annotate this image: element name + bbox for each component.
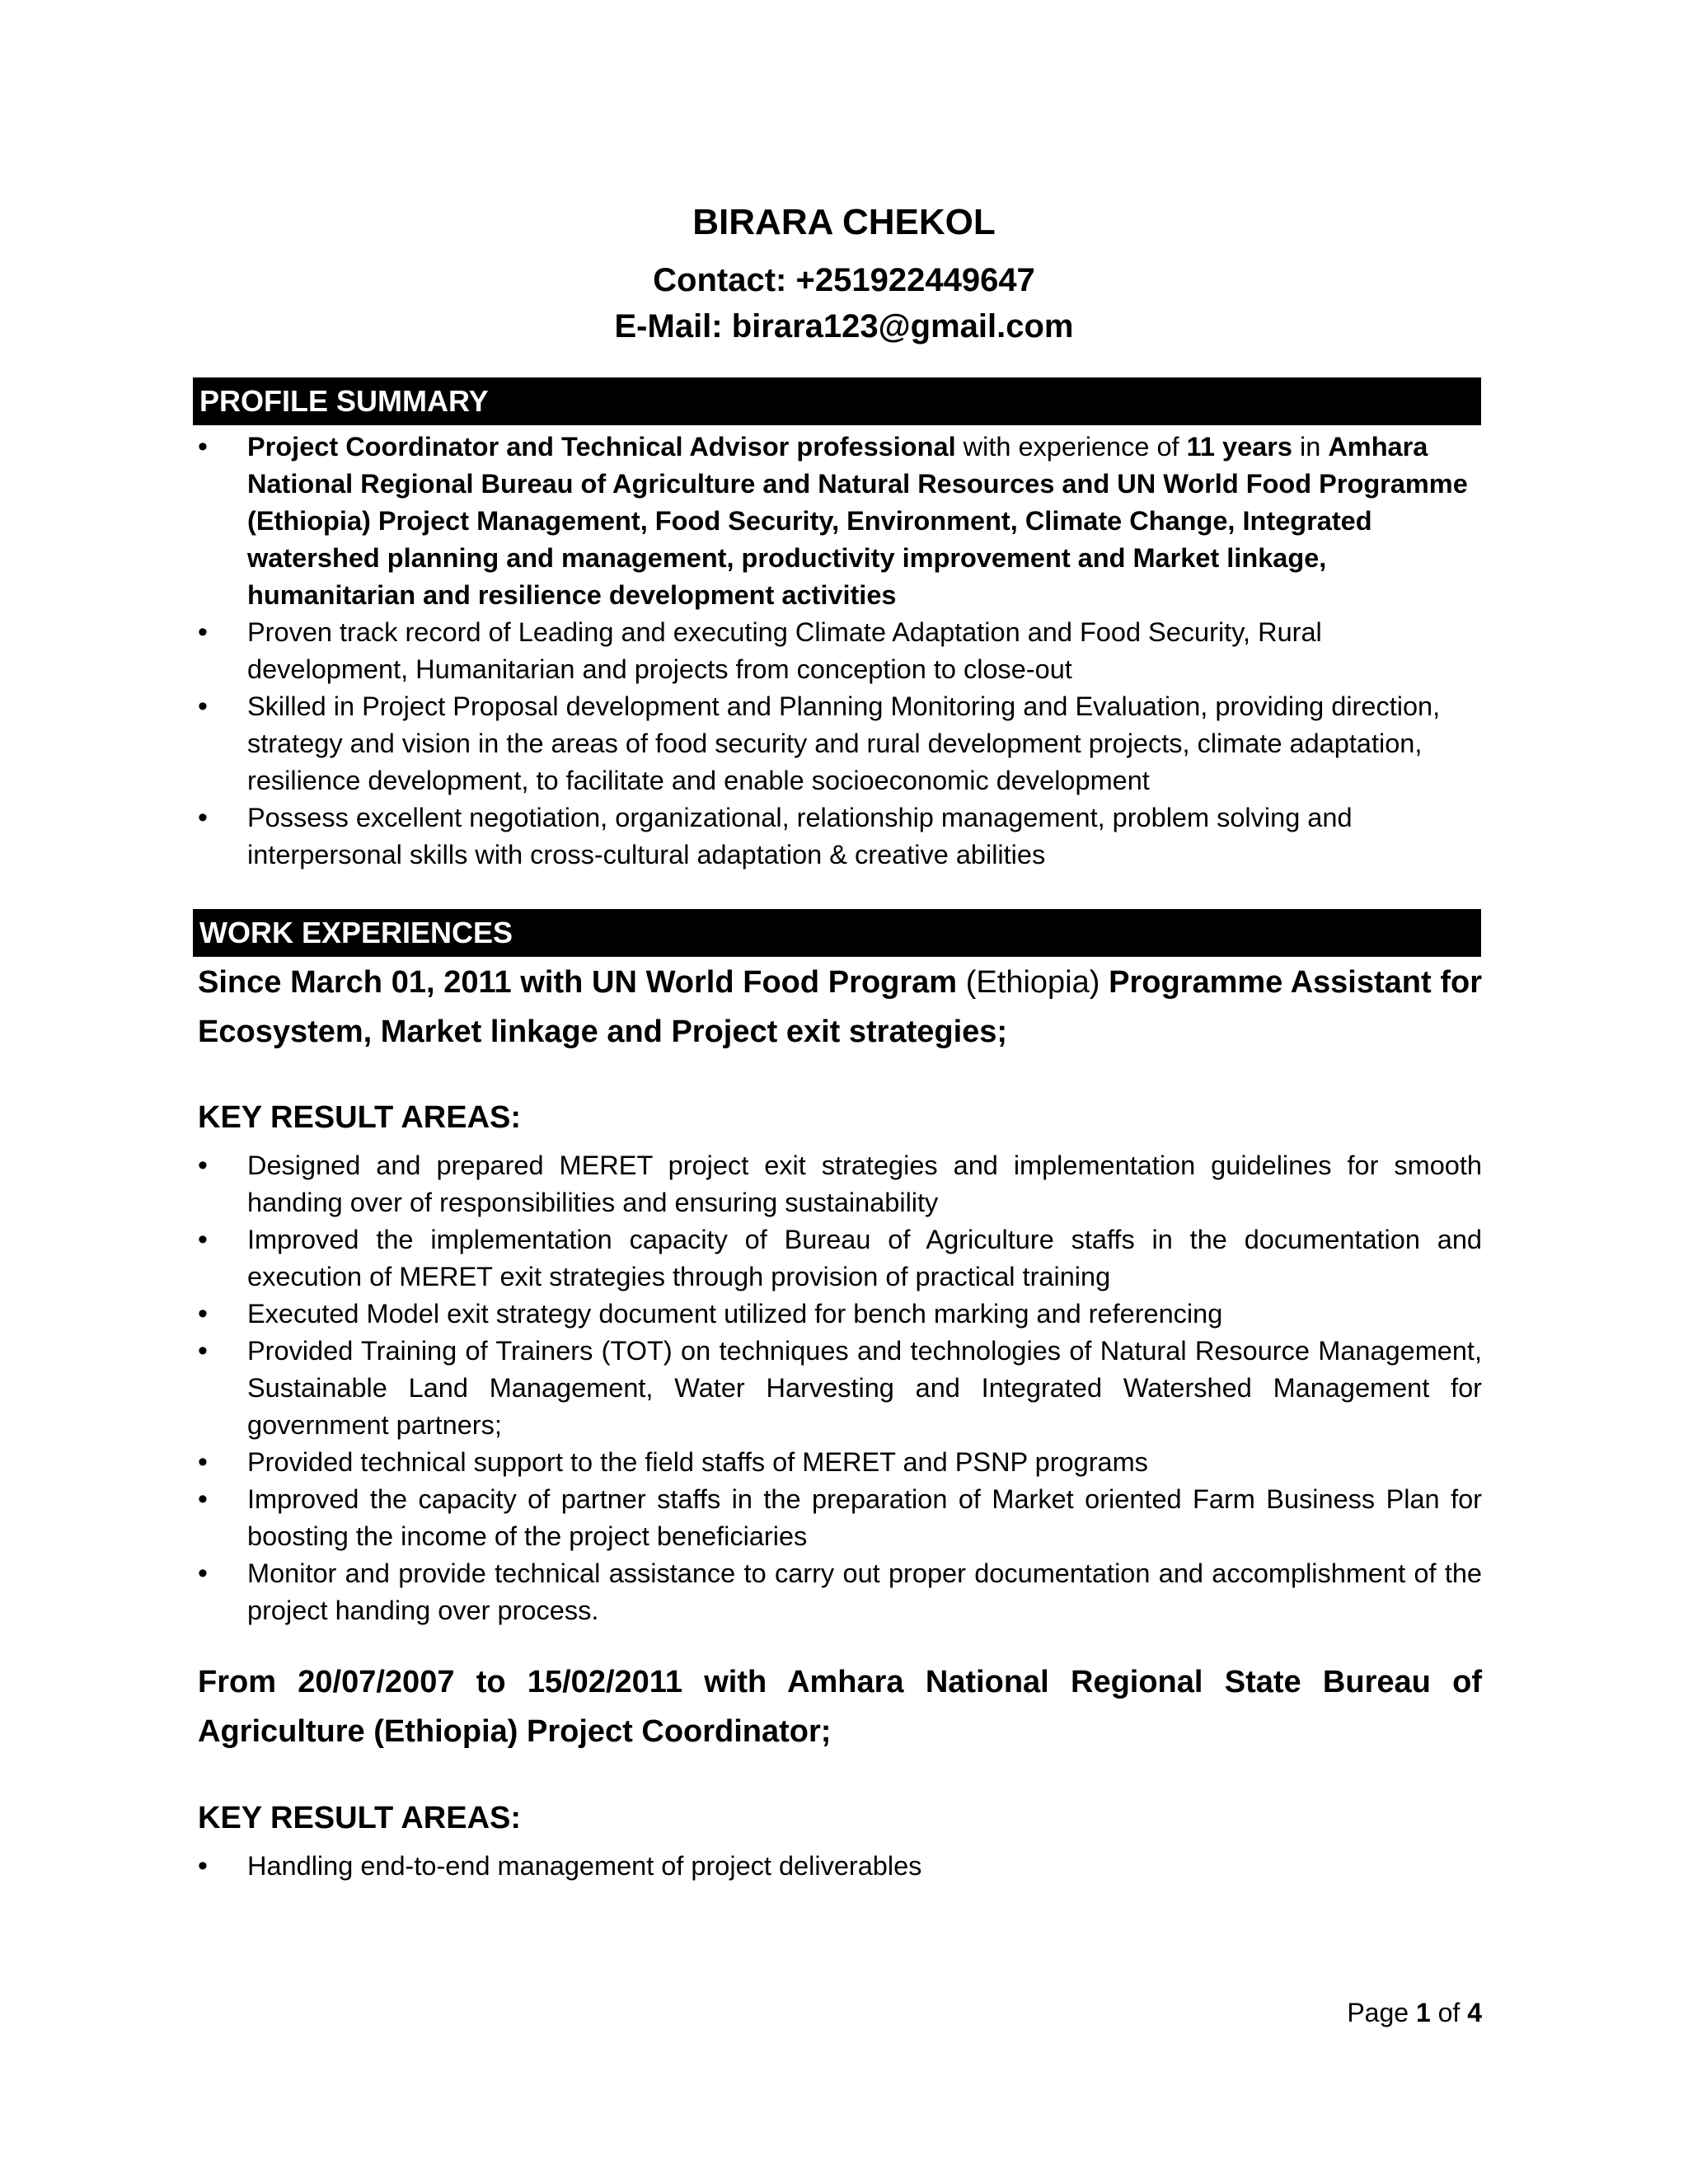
profile-text: with experience of [955, 432, 1187, 462]
page-total: 4 [1467, 1998, 1482, 2027]
job2-key-result-areas-heading: KEY RESULT AREAS: [198, 1801, 522, 1835]
contact-email: E-Mail: birara123@gmail.com [614, 308, 1074, 344]
list-item: • Provided Training of Trainers (TOT) on techniques and technologies of Natural Resource Management, Sustainable Land Management, Water Harvesting and Integrated Watershed Management for government partners; [196, 1333, 1482, 1444]
list-item: • Monitor and provide technical assistance to carry out proper documentation and accomplishment of the project handing over process. [196, 1555, 1482, 1629]
list-item: • Designed and prepared MERET project exit strategies and implementation guidelines for smooth handing over of responsibilities and ensuring sustainability [196, 1147, 1482, 1221]
job1-key-result-list [196, 1147, 1482, 1629]
job1-position: Programme Assistant for Ecosystem, Market linkage and Project exit strategies; [198, 965, 1482, 1049]
work-experiences-heading: WORK EXPERIENCES [193, 909, 1481, 957]
contact-phone: Contact: +251922449647 [653, 262, 1035, 298]
job1-country: (Ethiopia) [957, 965, 1109, 1000]
page-label: Page [1347, 1998, 1416, 2027]
page-number [1154, 1994, 1482, 2031]
list-item: • Improved the implementation capacity of Bureau of Agriculture staffs in the documentation and execution of MERET exit strategies through provision of practical training [196, 1221, 1482, 1296]
profile-summary-heading: PROFILE SUMMARY [193, 377, 1481, 425]
profile-summary-list [196, 429, 1482, 874]
profile-years: 11 years [1186, 432, 1292, 462]
list-item: • Skilled in Project Proposal development and Planning Monitoring and Evaluation, providing direction, strategy and vision in the areas of food security and rural development projects, climate adaptation, resilience development, to facilitate and enable socioeconomic development [196, 688, 1482, 799]
job1-key-result-areas-heading: KEY RESULT AREAS: [198, 1100, 522, 1135]
list-item: • Executed Model exit strategy document utilized for bench marking and referencing [196, 1296, 1482, 1333]
job1-heading [198, 958, 1482, 1057]
job1-period-employer: Since March 01, 2011 with UN World Food Program [198, 965, 958, 1000]
job2-heading: From 20/07/2007 to 15/02/2011 with Amhara National Regional State Bureau of Agriculture (Ethiopia) Project Coordinator; [198, 1665, 1482, 1749]
job2-key-result-list [196, 1848, 1482, 1885]
resume-header [0, 198, 1688, 349]
page-current: 1 [1415, 1998, 1431, 2027]
list-item: • Handling end-to-end management of project deliverables [196, 1848, 1482, 1885]
page-of-label: of [1430, 1998, 1468, 2027]
list-item [196, 429, 1482, 614]
profile-text: in [1292, 432, 1329, 462]
list-item: • Provided technical support to the field staffs of MERET and PSNP programs [196, 1444, 1482, 1481]
profile-role: Project Coordinator and Technical Advisor professional [247, 432, 956, 462]
candidate-name: BIRARA CHEKOL [692, 202, 996, 242]
profile-organizations: Amhara National Regional Bureau of Agriculture and Natural Resources and UN World Food Programme (Ethiopia) Project Management, Food Security, Environment, Climate Change, Integrated watershed planning and management, productivity improvement and Market linkage, humanitarian and resilience development activities [247, 432, 1468, 610]
list-item: • Improved the capacity of partner staffs in the preparation of Market oriented Farm Business Plan for boosting the income of the project beneficiaries [196, 1481, 1482, 1555]
list-item: • Possess excellent negotiation, organizational, relationship management, problem solving and interpersonal skills with cross-cultural adaptation & creative abilities [196, 799, 1482, 874]
list-item: • Proven track record of Leading and executing Climate Adaptation and Food Security, Rural development, Humanitarian and projects from conception to close-out [196, 614, 1482, 688]
